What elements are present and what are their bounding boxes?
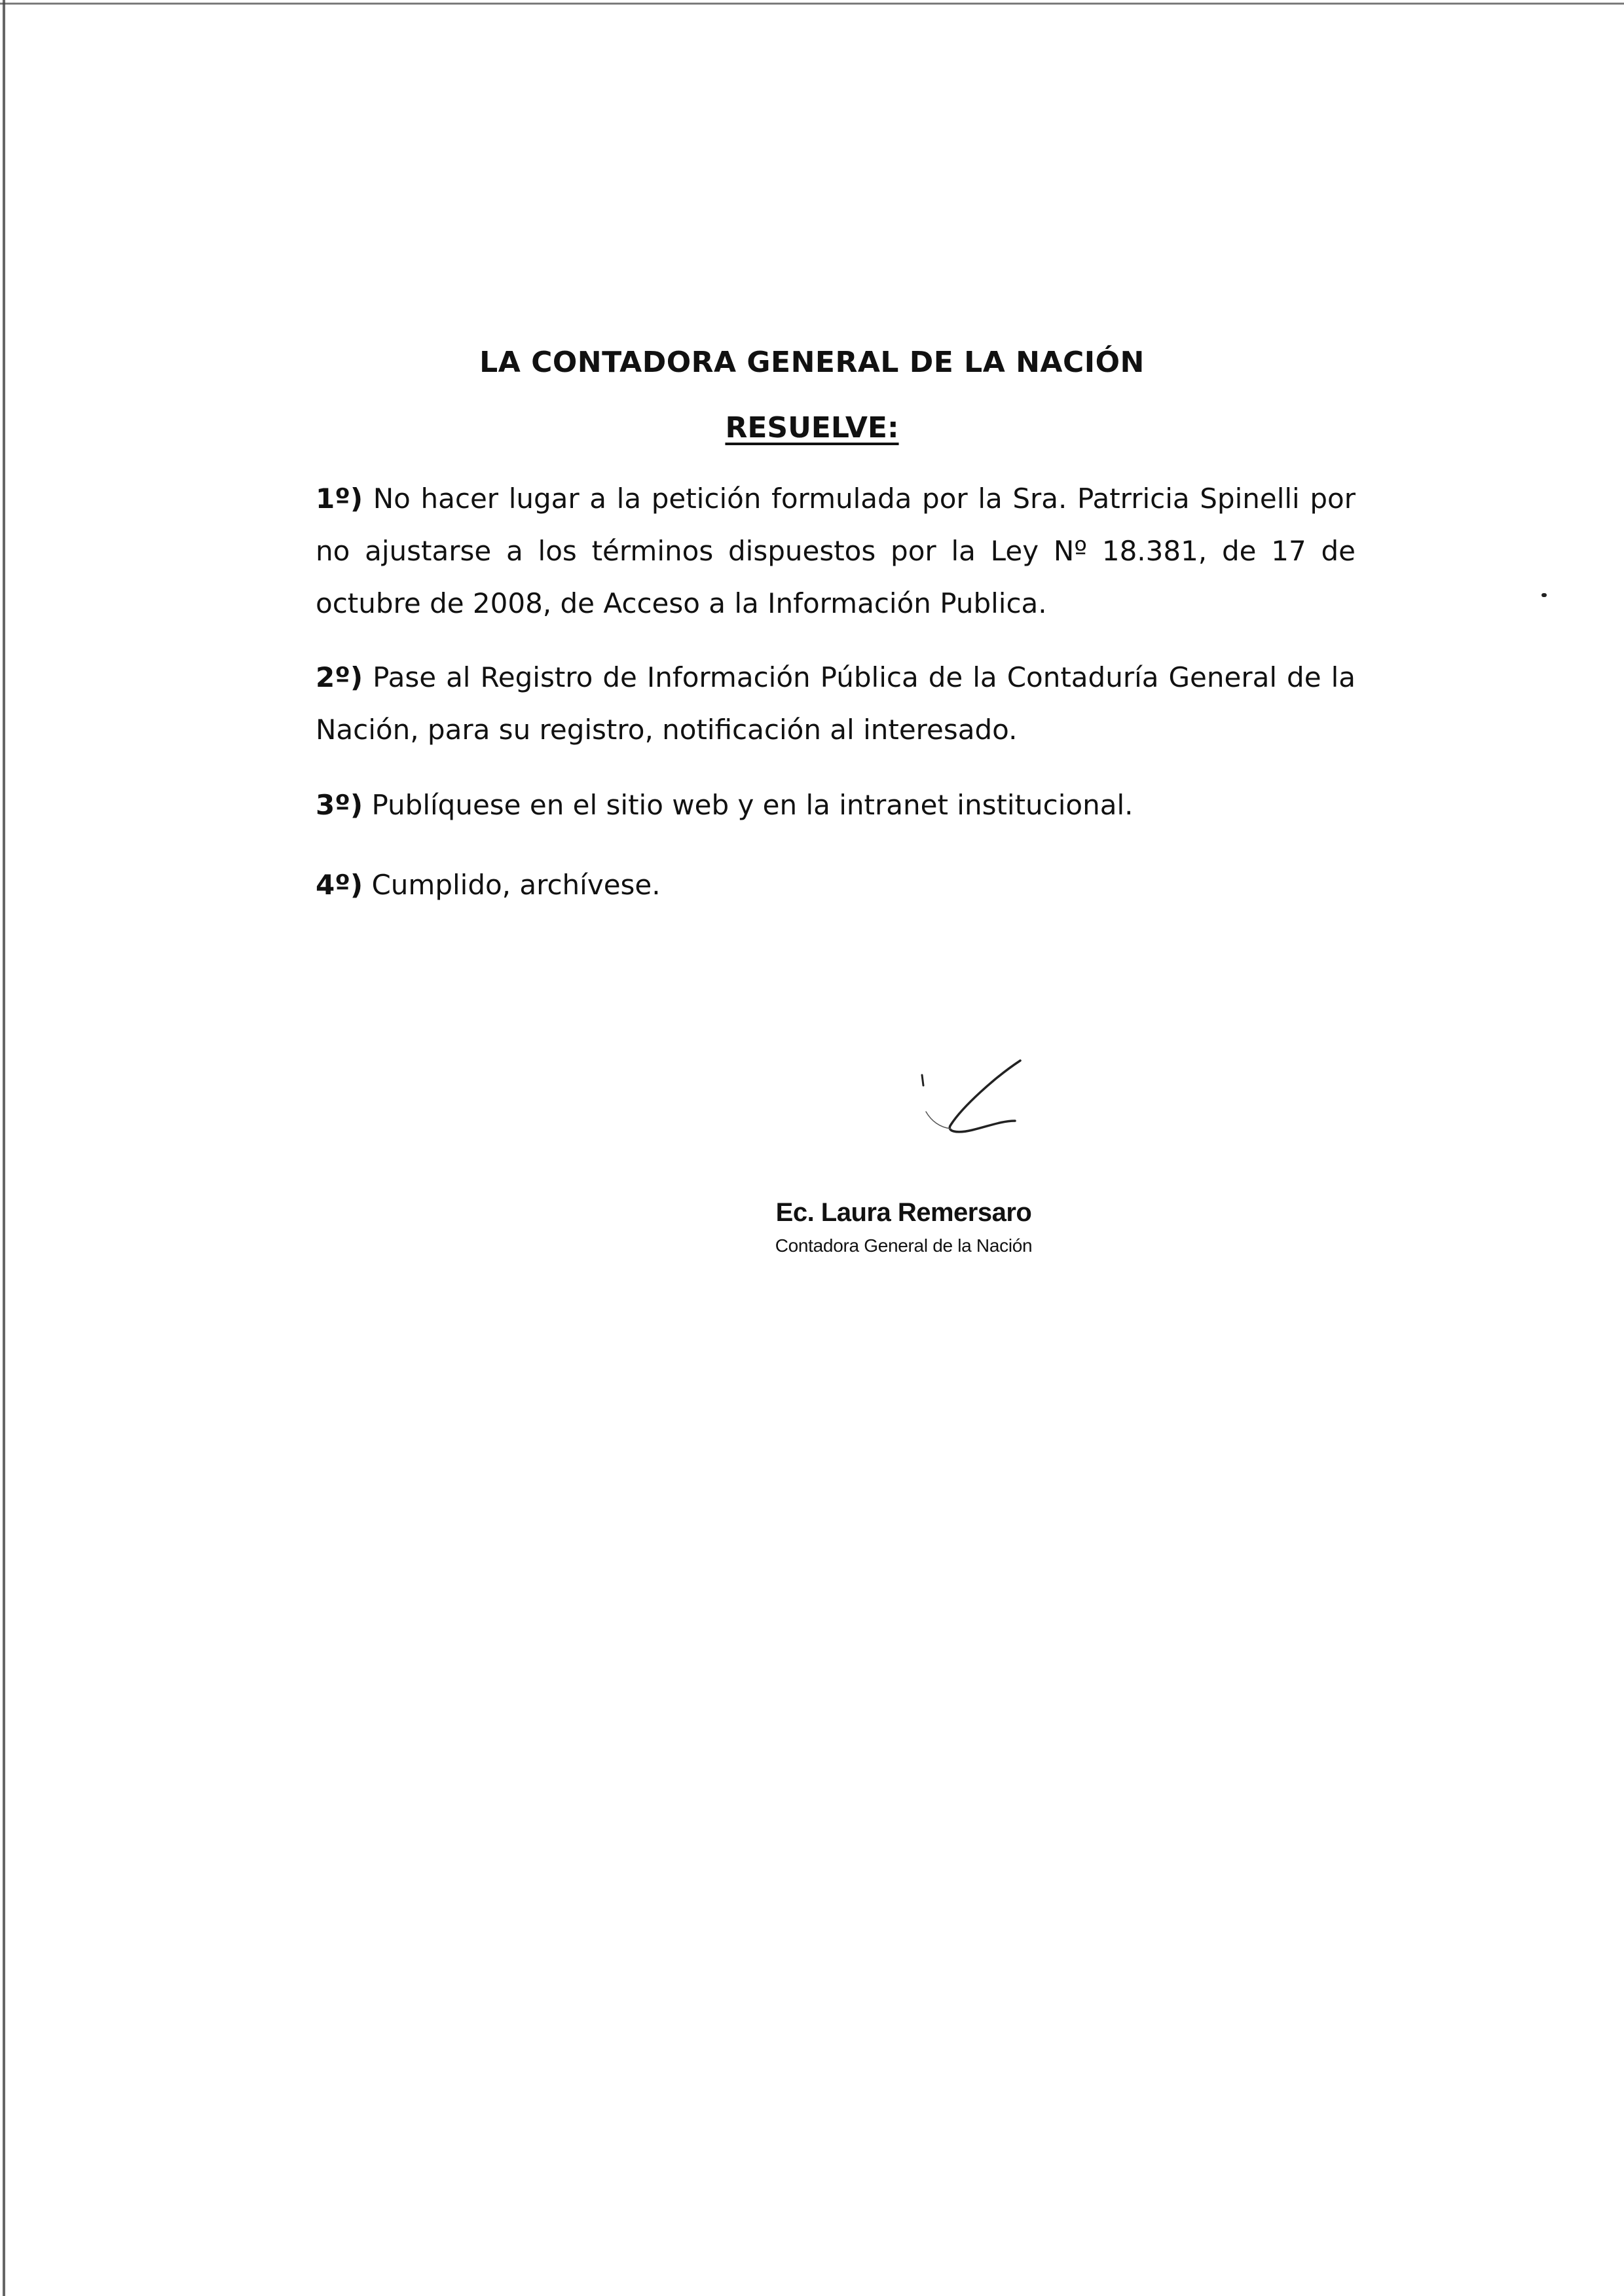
item-number: 1º) [316,483,363,515]
item-text: Cumplido, archívese. [371,869,661,901]
scan-edge-top [0,3,1624,5]
resolution-item-2 [316,651,1356,756]
scan-edge-left [3,0,5,2296]
item-number: 4º) [316,869,363,901]
item-text: No hacer lugar a la petición formulada por la Sra. Patrricia Spinelli por no ajustarse a los términos dispuestos por la Ley Nº 18.381, de 17 de octubre de 2008, de Acceso a la Información Publica. [316,483,1356,619]
item-text: Publíquese en el sitio web y en la intranet institucional. [371,789,1134,821]
document-heading: LA CONTADORA GENERAL DE LA NACIÓN [479,346,1145,379]
resolution-item-1 [316,473,1356,630]
scan-speck [1541,593,1547,597]
resolution-item-4 [316,859,1356,911]
item-number: 3º) [316,789,363,821]
handwritten-signature [917,1048,1061,1146]
resolution-item-3 [316,779,1356,831]
signatory-name: Ec. Laura Remersaro [775,1198,1032,1227]
item-text: Pase al Registro de Información Pública de la Contaduría General de la Nación, para su registro, notificación al interesado. [316,661,1356,746]
signatory-role: Contadora General de la Nación [775,1235,1033,1256]
resolution-subheading: RESUELVE: [725,411,899,445]
item-number: 2º) [316,661,363,693]
